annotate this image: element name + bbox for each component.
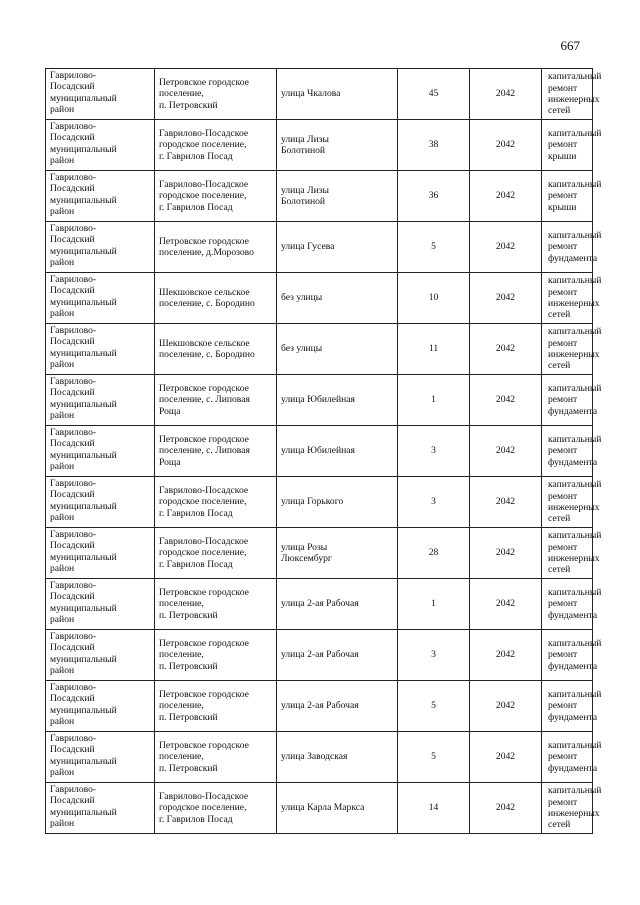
house-number-cell-text: 1 <box>431 394 436 406</box>
table-row <box>46 477 593 528</box>
district-cell-text: Гаврилово- Посадский муниципальный район <box>50 478 117 523</box>
settlement-cell-text: Петровское городское поселение, п. Петровский <box>159 740 249 774</box>
district-cell-text: Гаврилово- Посадский муниципальный район <box>50 580 117 625</box>
street-cell-text: улица Юбилейная <box>281 394 355 406</box>
table-body <box>46 69 602 834</box>
district-cell <box>46 426 155 477</box>
settlement-cell-text: Петровское городское поселение, с. Липовая Роща <box>159 383 250 417</box>
street-cell <box>277 222 398 273</box>
repair-year-cell <box>470 69 542 120</box>
settlement-cell <box>155 783 277 834</box>
table-row <box>46 375 593 426</box>
street-cell-text: без улицы <box>281 292 323 304</box>
work-type-cell <box>542 732 602 783</box>
street-cell <box>277 732 398 783</box>
repair-year-cell <box>470 681 542 732</box>
street-cell <box>277 324 398 375</box>
table-row <box>46 579 593 630</box>
settlement-cell <box>155 222 277 273</box>
street-cell <box>277 426 398 477</box>
repair-year-cell <box>470 120 542 171</box>
table-row <box>46 426 593 477</box>
district-cell <box>46 120 155 171</box>
repair-year-cell <box>470 222 542 273</box>
street-cell-text: улица 2-ая Рабочая <box>281 649 359 661</box>
street-cell <box>277 579 398 630</box>
work-type-cell <box>542 426 602 477</box>
district-cell <box>46 222 155 273</box>
house-number-cell <box>398 426 470 477</box>
house-number-cell-text: 3 <box>431 649 436 661</box>
district-cell-text: Гаврилово- Посадский муниципальный район <box>50 733 117 778</box>
street-cell-text: улица Юбилейная <box>281 445 355 457</box>
district-cell <box>46 732 155 783</box>
repair-year-cell-text: 2042 <box>495 139 516 151</box>
table-row <box>46 528 593 579</box>
settlement-cell-text: Гаврилово-Посадское городское поселение, г. Гаврилов Посад <box>159 179 249 213</box>
settlement-cell <box>155 681 277 732</box>
street-cell-text: улица Гусева <box>281 241 335 253</box>
repair-year-cell-text: 2042 <box>495 343 516 355</box>
street-cell-text: улица Карла Маркса <box>281 802 365 814</box>
table-row <box>46 324 593 375</box>
work-type-cell-text: капитальный ремонт инженерных сетей <box>548 479 602 525</box>
street-cell <box>277 783 398 834</box>
settlement-cell-text: Шекшовское сельское поселение, с. Бородино <box>159 337 255 360</box>
house-number-cell <box>398 579 470 630</box>
repair-year-cell-text: 2042 <box>495 700 516 712</box>
settlement-cell <box>155 528 277 579</box>
district-cell <box>46 579 155 630</box>
repair-year-cell <box>470 375 542 426</box>
house-number-cell-text: 38 <box>428 139 439 151</box>
work-type-cell-text: капитальный ремонт фундамента <box>548 740 602 774</box>
street-cell <box>277 681 398 732</box>
settlement-cell <box>155 120 277 171</box>
repair-year-cell <box>470 324 542 375</box>
settlement-cell <box>155 630 277 681</box>
settlement-cell-text: Шекшовское сельское поселение, с. Бородино <box>159 286 255 309</box>
street-cell-text: улица Розы Люксембург <box>281 541 332 564</box>
house-number-cell <box>398 732 470 783</box>
district-cell-text: Гаврилово- Посадский муниципальный район <box>50 784 117 829</box>
house-number-cell-text: 10 <box>428 292 439 304</box>
repair-schedule-table <box>45 68 602 834</box>
work-type-cell-text: капитальный ремонт инженерных сетей <box>548 530 602 576</box>
house-number-cell-text: 11 <box>428 343 439 355</box>
settlement-cell <box>155 579 277 630</box>
street-cell-text: улица Заводская <box>281 751 348 763</box>
street-cell <box>277 69 398 120</box>
table-row <box>46 120 593 171</box>
district-cell-text: Гаврилово- Посадский муниципальный район <box>50 70 117 115</box>
settlement-cell-text: Гаврилово-Посадское городское поселение, г. Гаврилов Посад <box>159 485 249 519</box>
work-type-cell <box>542 273 602 324</box>
repair-year-cell <box>470 273 542 324</box>
district-cell <box>46 630 155 681</box>
street-cell <box>277 375 398 426</box>
house-number-cell <box>398 375 470 426</box>
district-cell-text: Гаврилово- Посадский муниципальный район <box>50 172 117 217</box>
district-cell <box>46 273 155 324</box>
house-number-cell-text: 1 <box>431 598 436 610</box>
district-cell <box>46 324 155 375</box>
house-number-cell-text: 5 <box>431 751 436 763</box>
house-number-cell <box>398 120 470 171</box>
repair-year-cell <box>470 579 542 630</box>
repair-year-cell <box>470 477 542 528</box>
work-type-cell-text: капитальный ремонт фундамента <box>548 383 602 417</box>
repair-year-cell-text: 2042 <box>495 496 516 508</box>
work-type-cell <box>542 171 602 222</box>
street-cell <box>277 630 398 681</box>
district-cell-text: Гаврилово- Посадский муниципальный район <box>50 631 117 676</box>
house-number-cell <box>398 273 470 324</box>
house-number-cell <box>398 630 470 681</box>
work-type-cell <box>542 222 602 273</box>
house-number-cell <box>398 324 470 375</box>
table-row <box>46 69 593 120</box>
district-cell <box>46 528 155 579</box>
work-type-cell-text: капитальный ремонт фундамента <box>548 638 602 672</box>
table-row <box>46 783 593 834</box>
settlement-cell <box>155 69 277 120</box>
street-cell-text: улица Горького <box>281 496 344 508</box>
settlement-cell <box>155 324 277 375</box>
house-number-cell-text: 5 <box>431 241 436 253</box>
repair-year-cell-text: 2042 <box>495 751 516 763</box>
table-row <box>46 732 593 783</box>
work-type-cell-text: капитальный ремонт инженерных сетей <box>548 71 602 117</box>
district-cell-text: Гаврилово- Посадский муниципальный район <box>50 274 117 319</box>
district-cell-text: Гаврилово- Посадский муниципальный район <box>50 427 117 472</box>
district-cell <box>46 783 155 834</box>
repair-year-cell <box>470 630 542 681</box>
house-number-cell-text: 36 <box>428 190 439 202</box>
district-cell-text: Гаврилово- Посадский муниципальный район <box>50 325 117 370</box>
settlement-cell <box>155 477 277 528</box>
settlement-cell <box>155 375 277 426</box>
settlement-cell <box>155 273 277 324</box>
district-cell <box>46 171 155 222</box>
settlement-cell-text: Гаврилово-Посадское городское поселение, г. Гаврилов Посад <box>159 791 249 825</box>
work-type-cell-text: капитальный ремонт фундамента <box>548 689 602 723</box>
district-cell <box>46 69 155 120</box>
work-type-cell <box>542 630 602 681</box>
repair-year-cell-text: 2042 <box>495 547 516 559</box>
district-cell-text: Гаврилово- Посадский муниципальный район <box>50 376 117 421</box>
district-cell-text: Гаврилово- Посадский муниципальный район <box>50 529 117 574</box>
street-cell-text: улица Лизы Болотиной <box>281 133 329 156</box>
district-cell <box>46 477 155 528</box>
street-cell-text: улица Чкалова <box>281 88 341 100</box>
work-type-cell <box>542 681 602 732</box>
repair-year-cell <box>470 528 542 579</box>
table-row <box>46 681 593 732</box>
house-number-cell-text: 28 <box>428 547 439 559</box>
work-type-cell <box>542 528 602 579</box>
settlement-cell-text: Гаврилово-Посадское городское поселение, г. Гаврилов Посад <box>159 128 249 162</box>
district-cell-text: Гаврилово- Посадский муниципальный район <box>50 682 117 727</box>
street-cell <box>277 477 398 528</box>
repair-year-cell <box>470 783 542 834</box>
repair-year-cell-text: 2042 <box>495 394 516 406</box>
house-number-cell-text: 5 <box>431 700 436 712</box>
repair-year-cell-text: 2042 <box>495 292 516 304</box>
street-cell <box>277 273 398 324</box>
house-number-cell-text: 14 <box>428 802 439 814</box>
settlement-cell <box>155 732 277 783</box>
district-cell <box>46 681 155 732</box>
street-cell-text: без улицы <box>281 343 323 355</box>
work-type-cell <box>542 324 602 375</box>
page-number: 667 <box>560 38 580 53</box>
work-type-cell-text: капитальный ремонт фундамента <box>548 434 602 468</box>
work-type-cell-text: капитальный ремонт фундамента <box>548 230 602 264</box>
repair-year-cell-text: 2042 <box>495 649 516 661</box>
settlement-cell-text: Петровское городское поселение, п. Петровский <box>159 77 249 111</box>
table-row <box>46 630 593 681</box>
work-type-cell-text: капитальный ремонт инженерных сетей <box>548 275 602 321</box>
work-type-cell-text: капитальный ремонт инженерных сетей <box>548 326 602 372</box>
work-type-cell <box>542 69 602 120</box>
house-number-cell <box>398 783 470 834</box>
work-type-cell <box>542 477 602 528</box>
house-number-cell-text: 3 <box>431 445 436 457</box>
settlement-cell-text: Петровское городское поселение, д.Морозово <box>159 235 254 258</box>
street-cell <box>277 120 398 171</box>
house-number-cell <box>398 528 470 579</box>
settlement-cell-text: Петровское городское поселение, п. Петровский <box>159 638 249 672</box>
repair-year-cell <box>470 426 542 477</box>
street-cell <box>277 171 398 222</box>
settlement-cell-text: Петровское городское поселение, с. Липовая Роща <box>159 434 250 468</box>
settlement-cell-text: Гаврилово-Посадское городское поселение, г. Гаврилов Посад <box>159 536 249 570</box>
house-number-cell-text: 3 <box>431 496 436 508</box>
settlement-cell-text: Петровское городское поселение, п. Петровский <box>159 587 249 621</box>
work-type-cell-text: капитальный ремонт крыши <box>548 179 602 213</box>
house-number-cell-text: 45 <box>428 88 439 100</box>
repair-year-cell <box>470 732 542 783</box>
table-row <box>46 273 593 324</box>
repair-year-cell-text: 2042 <box>495 598 516 610</box>
district-cell-text: Гаврилово- Посадский муниципальный район <box>50 223 117 268</box>
repair-year-cell <box>470 171 542 222</box>
work-type-cell <box>542 579 602 630</box>
district-cell-text: Гаврилово- Посадский муниципальный район <box>50 121 117 166</box>
repair-year-cell-text: 2042 <box>495 445 516 457</box>
settlement-cell <box>155 426 277 477</box>
work-type-cell-text: капитальный ремонт инженерных сетей <box>548 785 602 831</box>
repair-year-cell-text: 2042 <box>495 241 516 253</box>
house-number-cell <box>398 69 470 120</box>
house-number-cell <box>398 222 470 273</box>
street-cell <box>277 528 398 579</box>
repair-year-cell-text: 2042 <box>495 190 516 202</box>
street-cell-text: улица 2-ая Рабочая <box>281 598 359 610</box>
house-number-cell <box>398 477 470 528</box>
repair-year-cell-text: 2042 <box>495 802 516 814</box>
street-cell-text: улица Лизы Болотиной <box>281 184 329 207</box>
work-type-cell-text: капитальный ремонт крыши <box>548 128 602 162</box>
repair-year-cell-text: 2042 <box>495 88 516 100</box>
district-cell <box>46 375 155 426</box>
table-row <box>46 171 593 222</box>
settlement-cell <box>155 171 277 222</box>
house-number-cell <box>398 171 470 222</box>
table-row <box>46 222 593 273</box>
work-type-cell <box>542 375 602 426</box>
house-number-cell <box>398 681 470 732</box>
work-type-cell <box>542 783 602 834</box>
settlement-cell-text: Петровское городское поселение, п. Петровский <box>159 689 249 723</box>
work-type-cell <box>542 120 602 171</box>
street-cell-text: улица 2-ая Рабочая <box>281 700 359 712</box>
work-type-cell-text: капитальный ремонт фундамента <box>548 587 602 621</box>
